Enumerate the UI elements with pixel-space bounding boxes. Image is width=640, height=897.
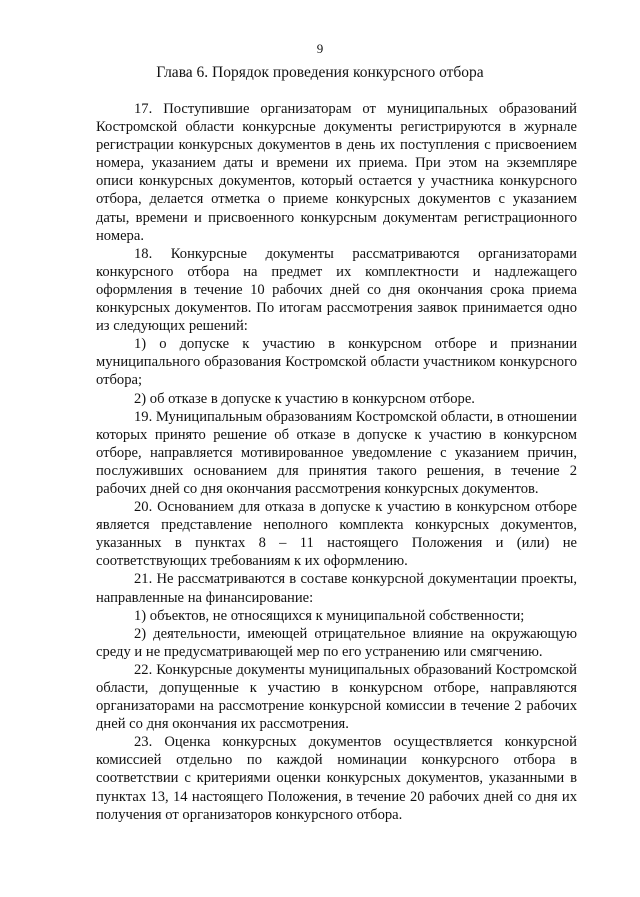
paragraph-20: 20. Основанием для отказа в допуске к участию в конкурсном отборе является представление неполного комплекта конкурсных документов, указанных в пунктах 8 – 11 настоящего Положения и (или) не соответствующих требованиям к их оформлению. — [96, 499, 577, 570]
paragraph-21-item-1: 1) объектов, не относящихся к муниципальной собственности; — [134, 607, 525, 624]
page-number: 9 — [316, 41, 324, 56]
paragraph-19: 19. Муниципальным образованиям Костромской области, в отношении которых принято решение об отказе в допуске к участию в конкурсном отборе, направляется мотивированное уведомление с указанием причин, послуживших основанием для принятия такого решения, в течение 2 рабочих дней со дня окончания рассмотрения конкурсных документов. — [96, 408, 577, 497]
paragraph-18-option-1: 1) о допуске к участию в конкурсном отборе и признании муниципального образования Костромской области участником конкурсного отбора; — [96, 336, 577, 389]
paragraph-22: 22. Конкурсные документы муниципальных образований Костромской области, допущенные к участию в конкурсном отборе, направляются организаторами на рассмотрение конкурсной комиссии в течение 2 рабочих дней со дня окончания их рассмотрения. — [96, 661, 577, 733]
paragraph-18-option-2: 2) об отказе в допуске к участию в конкурсном отборе. — [134, 390, 475, 407]
paragraph-23: 23. Оценка конкурсных документов осуществляется конкурсной комиссией отдельно по каждой номинации конкурсного отбора в соответствии с критериями оценки конкурсных документов, указанными в пунктах 13, 14 настоящего Положения, в течение 20 рабочих дней со дня их получения от организаторов конкурсного отбора. — [96, 734, 577, 823]
paragraph-17: 17. Поступившие организаторам от муниципальных образований Костромской области конкурсные документы регистрируются в журнале регистрации конкурсных документов в день их поступления с присвоением номера, указанием даты и времени их приема. При этом на экземпляре описи конкурсных документов, который остается у участника конкурсного отбора, делается отметка о приеме конкурсных документов с указанием даты, времени и присвоенного конкурсным документам регистрационного номера. — [96, 101, 577, 244]
paragraph-18: 18. Конкурсные документы рассматриваются организаторами конкурсного отбора на предмет их комплектности и надлежащего оформления в течение 10 рабочих дней со дня окончания срока приема конкурсных документов. По итогам рассмотрения заявок принимается одно из следующих решений: — [96, 245, 577, 335]
paragraph-21-item-2: 2) деятельности, имеющей отрицательное влияние на окружающую среду и не предусматривающей мер по его устранению или смягчению. — [96, 625, 577, 660]
paragraph-21: 21. Не рассматриваются в составе конкурсной документации проекты, направленные на финансирование: — [96, 571, 577, 606]
document-body — [96, 100, 577, 824]
chapter-title: Глава 6. Порядок проведения конкурсного отбора — [156, 64, 484, 81]
